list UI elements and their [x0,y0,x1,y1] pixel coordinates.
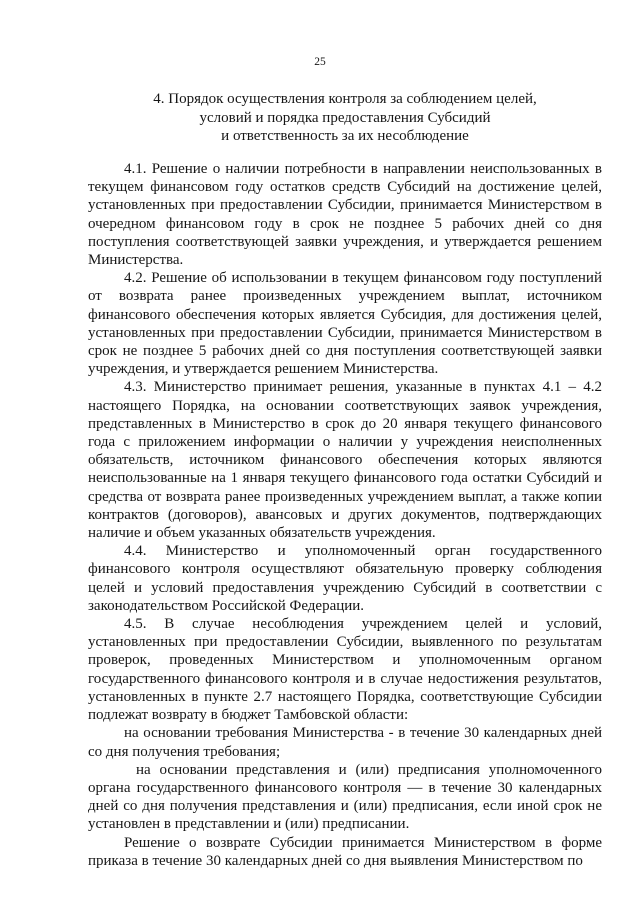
paragraph-line: установлен в представлении и (или) предписании. [88,816,410,833]
paragraph-line: контрактов (договоров), авансовых и других документов, подтверждающих [88,506,602,523]
section-heading [88,90,602,146]
paragraph-line: Министерства. [88,252,184,269]
paragraph-line: 4.2. Решение об использовании в текущем финансовом году поступлений [124,270,602,287]
paragraph-line: 4.3. Министерство принимает решения, указанные в пунктах 4.1 – 4.2 [124,379,602,396]
heading-line: и ответственность за их несоблюдение [221,128,469,144]
paragraph [88,761,602,834]
paragraph-line: финансового обеспечения которых является Субсидия, для достижения целей, [88,306,602,323]
document-body [88,160,602,870]
paragraph-line: законодательством Российской Федерации. [88,597,365,614]
paragraph [88,542,602,615]
page-number: 25 [314,56,326,68]
paragraph-line: 4.5. В случае несоблюдения учреждением целей и условий, [124,616,602,633]
paragraph-line: настоящего Порядка, на основании соответствующих заявок учреждения, [88,397,602,414]
paragraph-line: 4.1. Решение о наличии потребности в направлении неиспользованных в [124,161,602,177]
paragraph-line: установленных в пункте 2.7 настоящего Порядка, соответствующие Субсидии [88,688,602,705]
paragraph-line: целей и условий предоставления учреждению Субсидий в соответствии с [88,579,602,596]
paragraph-line: учреждения, и утверждается решением Министерства. [88,361,439,378]
paragraph-line: государственного финансового контроля и в случае недостижения результатов, [88,670,602,687]
paragraph-line: поступления соответствующей заявки учреждения, и утверждается решением [88,233,602,250]
paragraph-line: органа государственного финансового контроля — в течение 30 календарных [88,779,602,796]
paragraph [88,378,602,542]
paragraph-line: приказа в течение 30 календарных дней со дня выявления Министерством по [88,852,583,869]
paragraph-line: дней со дня получения представления и (или) предписания, если иной срок не [88,798,602,815]
paragraph-line: срок не позднее 5 рабочих дней со дня поступления соответствующей заявки [88,343,602,360]
paragraph [88,615,602,724]
paragraph-line: текущем финансовом году остатков средств Субсидий на достижение целей, [88,179,602,196]
paragraph [88,834,602,870]
paragraph-line: 4.4. Министерство и уполномоченный орган государственного [124,543,602,560]
paragraph-line: подлежат возврату в бюджет Тамбовской области: [88,707,409,724]
paragraph-line: установленных при предоставлении Субсидии, выявленного по результатам [88,634,602,651]
paragraph-line: представленных в Министерство в срок до 20 января текущего финансового [88,415,602,432]
paragraph-line: очередном финансовом году в срок не позднее 5 рабочих дней со дня [88,215,602,232]
paragraph-line: на основании представления и (или) предписания уполномоченного [136,761,602,778]
paragraph-line: наличие и объем указанных обязательств учреждения. [88,525,436,542]
paragraph-line: на основании требования Министерства - в течение 30 календарных дней [124,725,602,742]
paragraph-line: установленных при предоставлении Субсидии, принимается Министерством в [88,197,602,214]
paragraph-line: установленных при предоставлении Субсидии, принимается Министерством в [88,324,602,341]
heading-line: 4. Порядок осуществления контроля за соблюдением целей, [153,91,537,107]
paragraph-line: финансового контроля осуществляют обязательную проверку соблюдения [88,561,602,578]
paragraph-line: от возврата ранее произведенных учреждением выплат, источником [88,288,602,305]
paragraph-line: Решение о возврате Субсидии принимается Министерством в форме [124,834,602,851]
paragraph-line: обязательств, источником финансового обеспечения которых являются [88,452,602,469]
paragraph-line: года с приложением информации о наличии у учреждения неисполненных [88,434,602,451]
heading-line: условий и порядка предоставления Субсидий [199,109,491,126]
paragraph-line: средства от возврата ранее произведенных учреждением выплат, а также копии [88,488,602,505]
paragraph-line: неиспользованные на 1 января текущего финансового года остатки Субсидий и [88,470,602,487]
paragraph [88,724,602,760]
paragraph-line: проверок, проведенных Министерством и уполномоченным органом [88,652,602,669]
paragraph [88,160,602,269]
paragraph [88,269,602,378]
paragraph-line: со дня получения требования; [88,743,281,760]
